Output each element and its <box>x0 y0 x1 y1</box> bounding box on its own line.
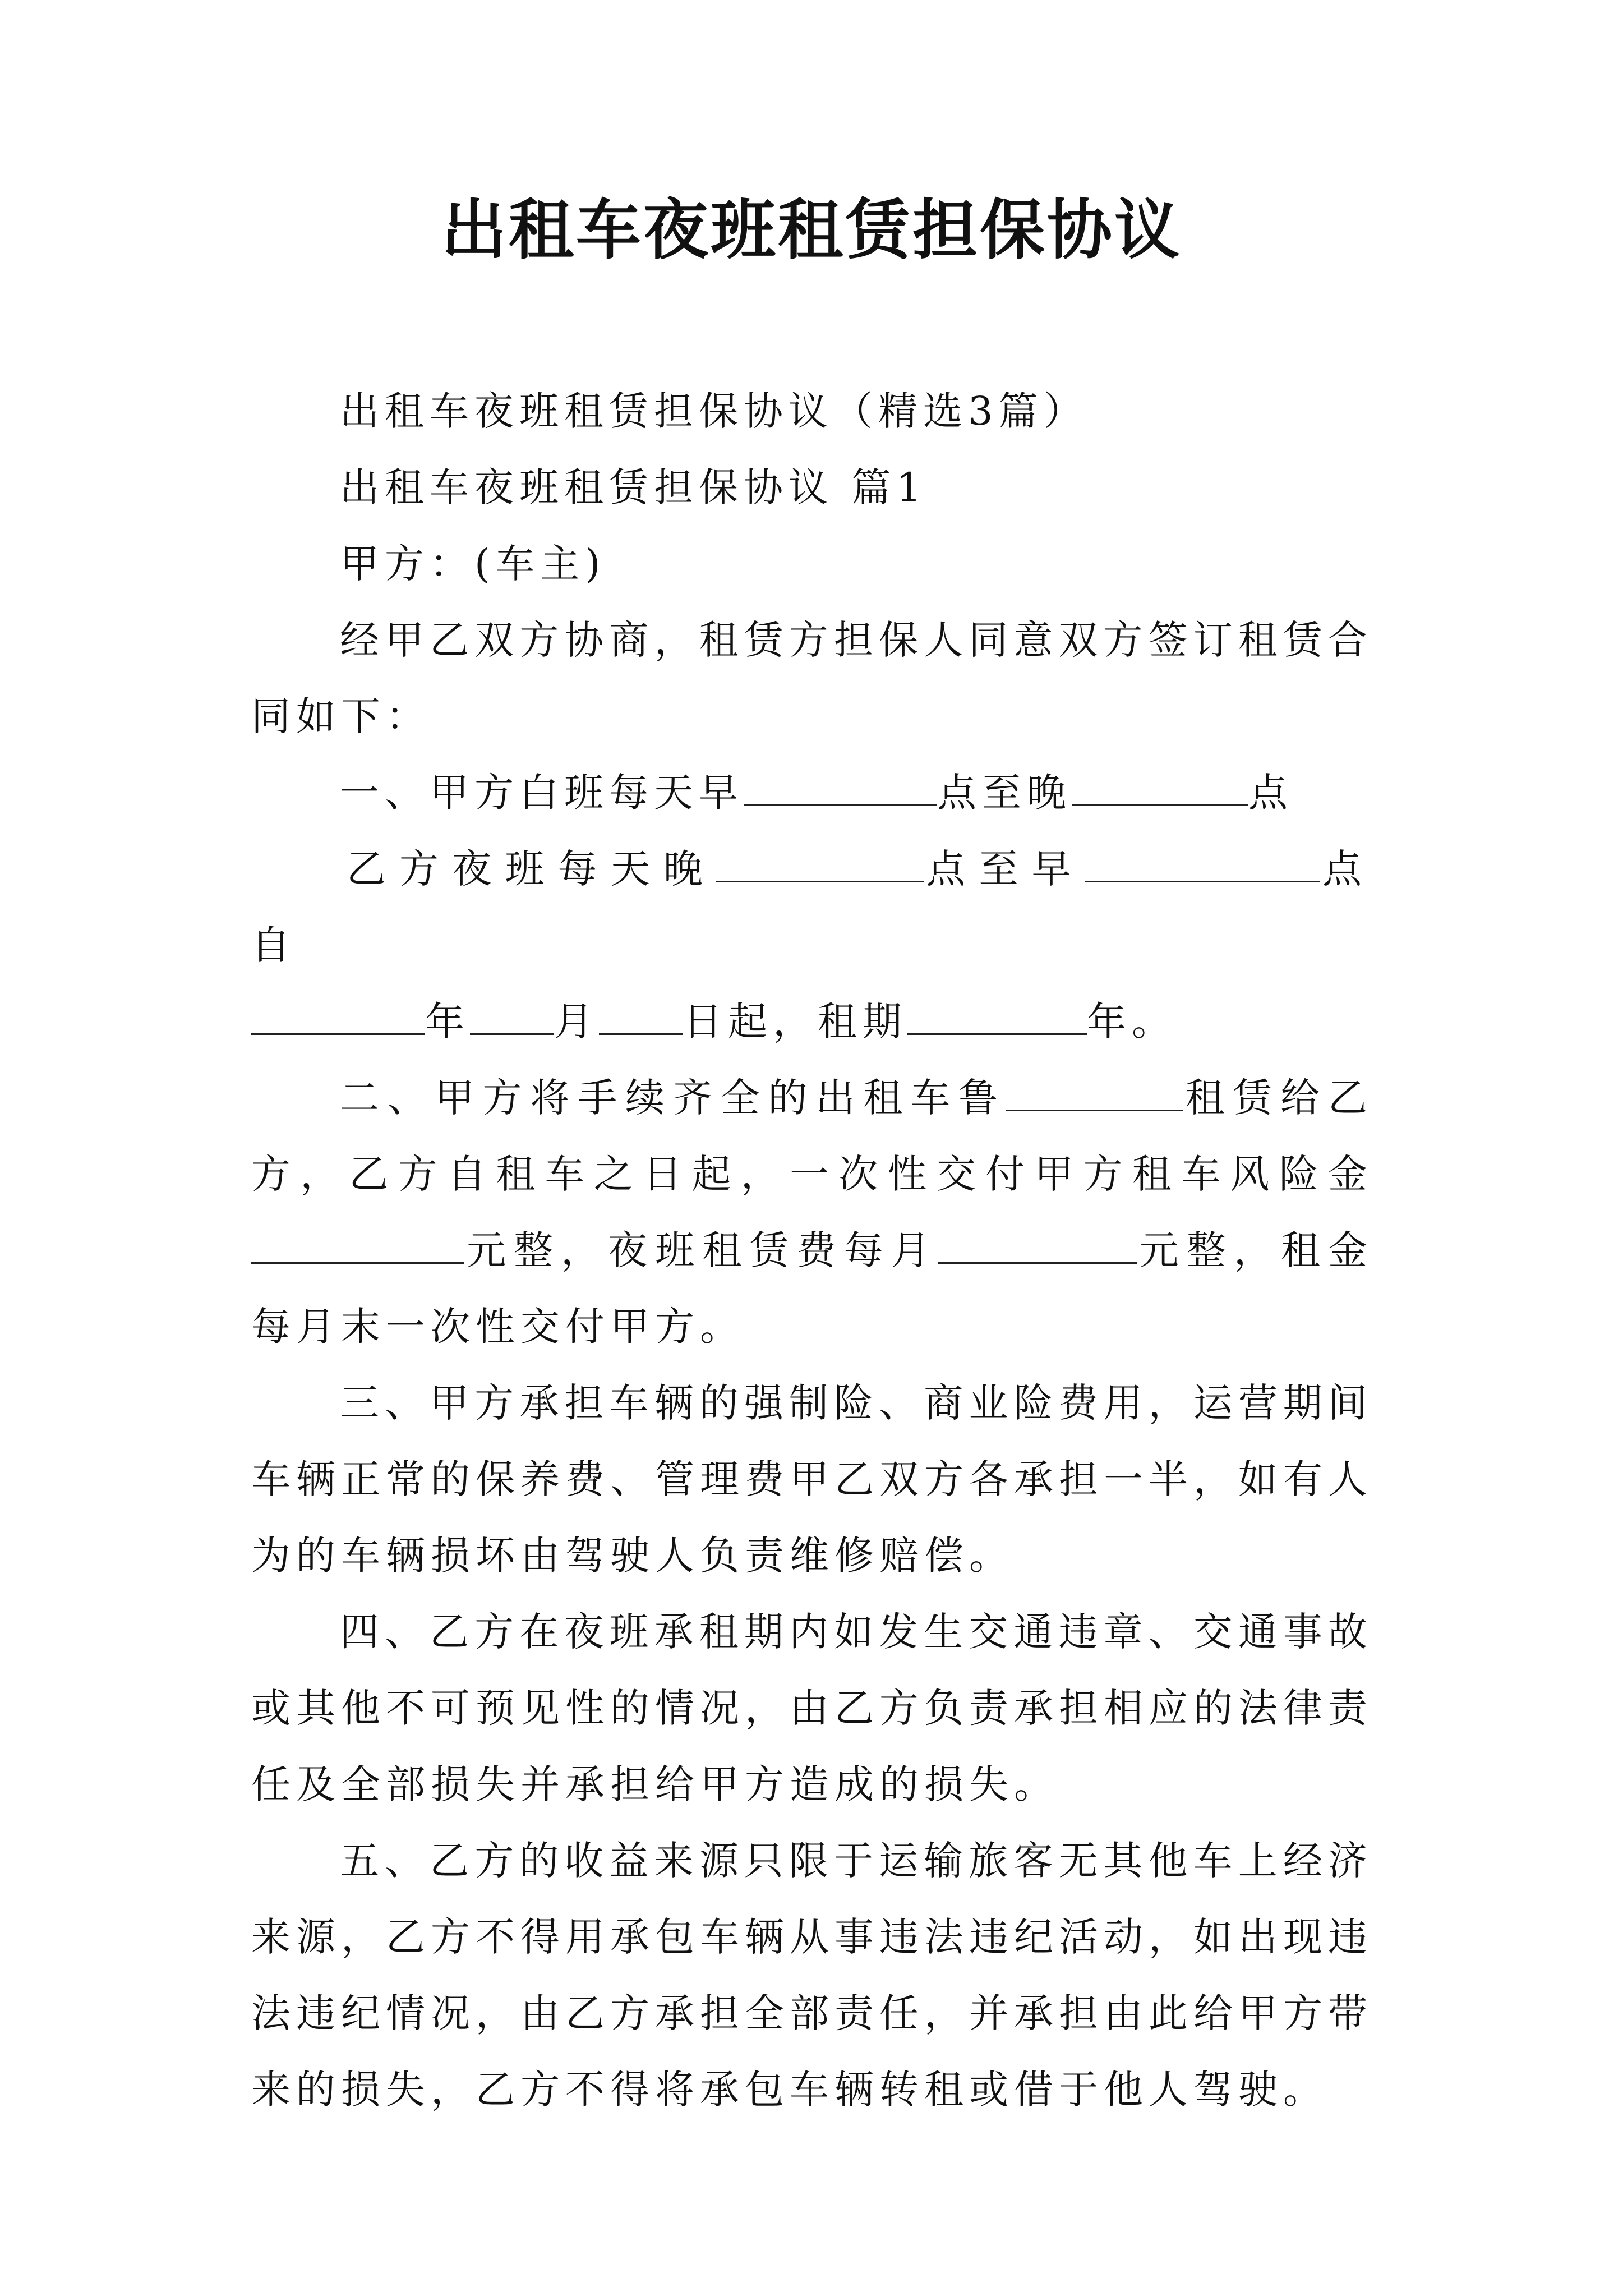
fill-blank <box>1085 849 1320 882</box>
section-heading: 出租车夜班租赁担保协议 篇1 <box>340 464 927 510</box>
clause-1-text: 年 <box>425 999 470 1045</box>
clause-3-paragraph: 三、甲方承担车辆的强制险、商业险费用，运营期间车辆正常的保养费、管理费甲乙双方各承担一半，如有人为的车辆损坏由驾驶人负责维修赔偿。 <box>251 1380 1373 1579</box>
fill-blank <box>599 1002 683 1035</box>
clause-1-text: 年。 <box>1087 999 1177 1045</box>
clause-1-text: 一、甲方白班每天早 <box>340 770 744 816</box>
clause-4-paragraph: 四、乙方在夜班承租期内如发生交通违章、交通事故或其他不可预见性的情况，由乙方负责承担相应的法律责任及全部损失并承担给甲方造成的损失。 <box>251 1609 1373 1807</box>
clause-1-line-3 <box>251 983 1373 1060</box>
document-title: 出租车夜班租赁担保协议 <box>441 192 1182 268</box>
fill-blank <box>251 1231 464 1264</box>
clause-1-text: 日起，租期 <box>683 999 907 1045</box>
subtitle-line: 出租车夜班租赁担保协议（精选3篇） <box>340 388 1089 434</box>
clause-2-text: 租赁给乙方，乙方自租车之日起，一次性交付甲方租车风险金 <box>251 1075 1373 1197</box>
clause-1-text: 点至晚 <box>937 770 1072 816</box>
fill-blank <box>744 773 937 806</box>
document-body <box>251 373 1373 2128</box>
fill-blank <box>1072 773 1248 806</box>
fill-blank <box>938 1231 1137 1264</box>
clause-2-text: 元整，夜班租赁费每月 <box>464 1227 938 1273</box>
party-a-line: 甲方：(车主) <box>340 541 606 587</box>
clause-1-line-2 <box>251 831 1373 983</box>
clause-2-text: 二、甲方将手续齐全的出租车鲁 <box>340 1075 1006 1121</box>
clause-1-text: 点自 <box>251 846 1373 968</box>
clause-5-paragraph: 五、乙方的收益来源只限于运输旅客无其他车上经济来源，乙方不得用承包车辆从事违法违纪活动，如出现违法违纪情况，由乙方承担全部责任，并承担由此给甲方带来的损失，乙方不得将承包车辆转租或借于他人驾驶。 <box>251 1838 1373 2113</box>
fill-blank <box>470 1002 554 1035</box>
fill-blank <box>251 1002 425 1035</box>
fill-blank <box>716 849 924 882</box>
clause-1-text: 点 <box>1248 770 1293 816</box>
clause-1-text: 月 <box>554 999 599 1045</box>
intro-paragraph: 经甲乙双方协商，租赁方担保人同意双方签订租赁合同如下： <box>251 617 1373 739</box>
clause-2-paragraph <box>251 1060 1373 1365</box>
fill-blank <box>907 1002 1087 1035</box>
clause-1-text: 乙方夜班每天晚 <box>347 846 717 892</box>
clause-2-text: 元整，租金每月末一次性交付甲方。 <box>251 1227 1373 1350</box>
clause-1-text: 点至早 <box>924 846 1085 892</box>
fill-blank <box>1006 1078 1183 1111</box>
clause-1-line-1 <box>251 754 1373 831</box>
